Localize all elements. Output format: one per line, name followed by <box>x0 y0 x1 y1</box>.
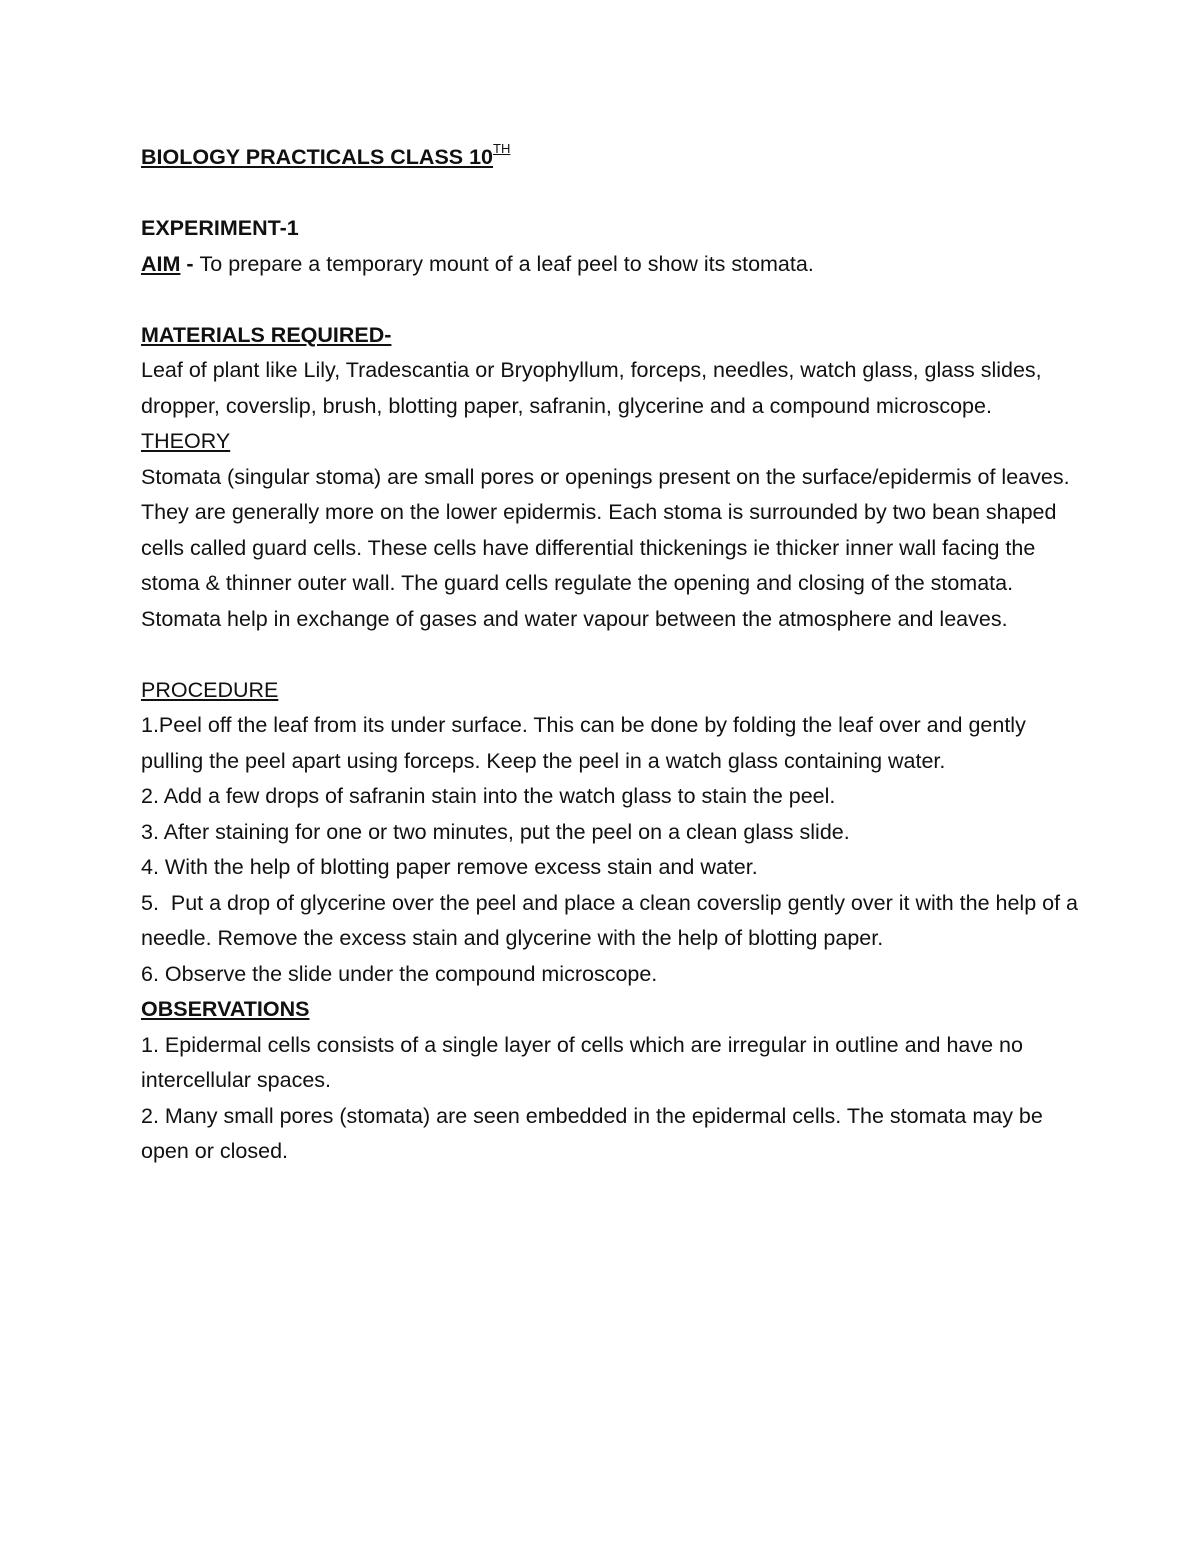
materials-heading: MATERIALS REQUIRED- <box>141 322 392 347</box>
materials-text: Leaf of plant like Lily, Tradescantia or Bryophyllum, forceps, needles, watch glass, glass slides, dropper, coverslip, brush, blotting paper, safranin, glycerine and a compound microscope. <box>141 358 1042 418</box>
procedure-step: 4. With the help of blotting paper remove excess stain and water. <box>141 855 758 879</box>
document-title <box>141 140 1081 176</box>
procedure-heading: PROCEDURE <box>141 677 279 702</box>
procedure-step: 3. After staining for one or two minutes, put the peel on a clean glass slide. <box>141 819 850 844</box>
observation-item: 2. Many small pores (stomata) are seen embedded in the epidermal cells. The stomata may be open or closed. <box>141 1103 1043 1163</box>
theory-heading: THEORY <box>141 429 231 453</box>
observations-heading: OBSERVATIONS <box>141 997 310 1021</box>
aim-label: AIM <box>141 251 181 276</box>
procedure-step: 6. Observe the slide under the compound microscope. <box>141 961 658 986</box>
observation-item: 1. Epidermal cells consists of a single layer of cells which are irregular in outline and have no intercellular spaces. <box>141 1032 1023 1092</box>
procedure-step: 1.Peel off the leaf from its under surface. This can be done by folding the leaf over and gently pulling the peel apart using forceps. Keep the peel in a watch glass containing water. <box>141 713 1026 773</box>
document-page <box>141 140 1084 1170</box>
procedure-step: 5. Put a drop of glycerine over the peel and place a clean coverslip gently over it with the help of a needle. Remove the excess stain and glycerine with the help of blotting paper. <box>141 890 1084 950</box>
theory-text: Stomata (singular stoma) are small pores or openings present on the surface/epidermis of leaves. They are generally more on the lower epidermis. Each stoma is surrounded by two bean shaped cells called guard cells. These cells have differential thickenings ie thicker inner wall facing the stoma & thinner outer wall. The guard cells regulate the opening and closing of the stomata. Stomata help in exchange of gases and water vapour between the atmosphere and leaves. <box>141 464 1070 631</box>
aim-line <box>141 247 1081 283</box>
spacer <box>141 637 1081 673</box>
title-superscript: TH <box>493 140 511 156</box>
aim-text: To prepare a temporary mount of a leaf peel to show its stomata. <box>199 251 814 276</box>
title-text: BIOLOGY PRACTICALS CLASS 10 <box>141 145 494 169</box>
experiment-label: EXPERIMENT-1 <box>141 216 299 240</box>
aim-separator: - <box>180 251 200 276</box>
spacer <box>141 176 1081 212</box>
procedure-step: 2. Add a few drops of safranin stain into the watch glass to stain the peel. <box>141 784 836 808</box>
spacer <box>141 282 1081 318</box>
